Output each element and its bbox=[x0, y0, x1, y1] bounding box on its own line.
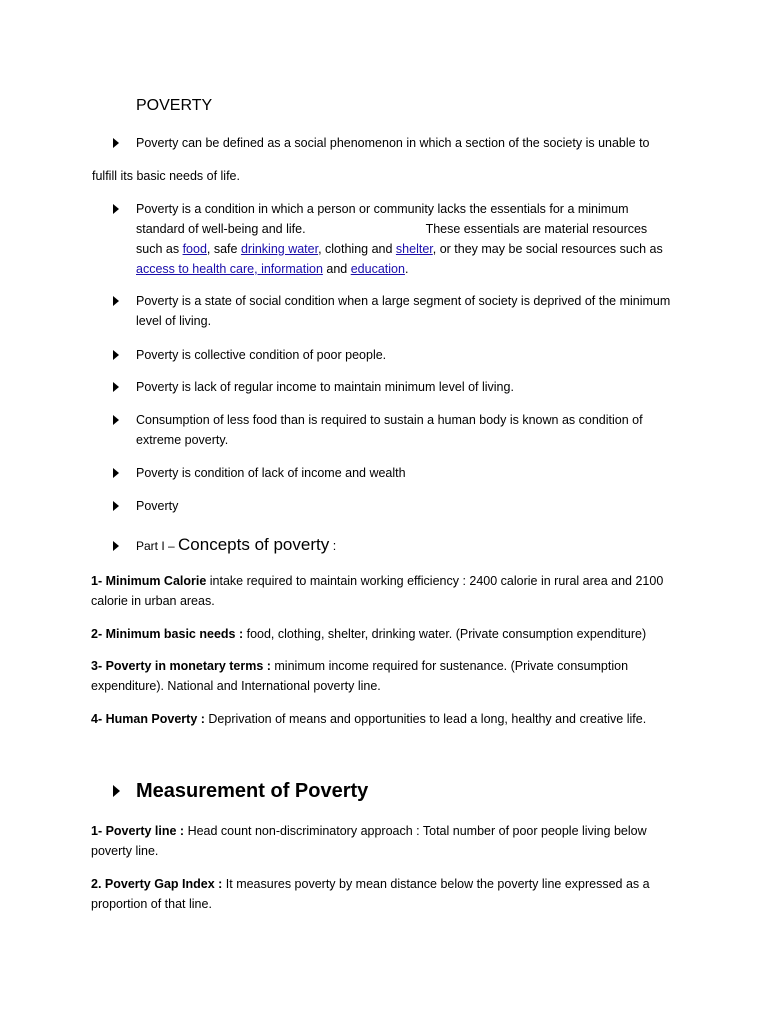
bullet-arrow-icon bbox=[113, 415, 119, 425]
measure-text: Head count non-discriminatory approach : Total number of poor people living below poverty line. bbox=[91, 824, 647, 858]
list-item-text: Poverty is a state of social condition when a large segment of society is deprived of the minimum level of living. bbox=[136, 294, 671, 328]
list-item-continuation: fulfill its basic needs of life. bbox=[92, 169, 240, 183]
list-item-text: Poverty is a condition in which a person or community lacks the essentials for a minimum standard of well-being and life. These essentials are material resources such as food, safe drinking water, clothing and shelter, or they may be social resources such as access to health care, information and education. bbox=[136, 202, 663, 276]
link-shelter[interactable]: shelter bbox=[395, 242, 433, 256]
concept-item bbox=[91, 624, 681, 644]
link-education[interactable]: education bbox=[350, 262, 405, 276]
concept-text: minimum income required for sustenance. (Private consumption expenditure). National and International poverty line. bbox=[91, 659, 629, 693]
bullet-arrow-icon bbox=[113, 541, 119, 551]
measure-label: 2. Poverty Gap Index : bbox=[91, 877, 223, 891]
part-prefix: Part I – bbox=[136, 539, 179, 553]
measure-label: 1- Poverty line : bbox=[91, 824, 185, 838]
part-suffix: : bbox=[329, 539, 337, 553]
concept-label: 4- Human Poverty : bbox=[91, 712, 205, 726]
list-item-text: Poverty is collective condition of poor people. bbox=[136, 348, 387, 362]
concept-item bbox=[91, 656, 681, 696]
concept-text: intake required to maintain working efficiency : 2400 calorie in rural area and 2100 calorie in urban areas. bbox=[91, 574, 664, 608]
concept-text: food, clothing, shelter, drinking water. (Private consumption expenditure) bbox=[243, 627, 647, 641]
concept-label: 2- Minimum basic needs : bbox=[91, 627, 244, 641]
list-item-text: Poverty can be defined as a social phenomenon in which a section of the society is unable to bbox=[136, 136, 650, 150]
measurement-heading-text: Measurement of Poverty bbox=[136, 780, 369, 802]
concept-label: 3- Poverty in monetary terms : bbox=[91, 659, 271, 673]
concepts-heading: Concepts of poverty bbox=[178, 535, 330, 554]
bullet-arrow-icon bbox=[113, 382, 119, 392]
measure-item bbox=[91, 821, 681, 861]
bullet-arrow-icon bbox=[113, 204, 119, 214]
list-item-text: Poverty is condition of lack of income and wealth bbox=[136, 466, 406, 480]
link-drinking-water[interactable]: drinking water bbox=[240, 242, 319, 256]
page-title: POVERTY bbox=[136, 97, 213, 114]
concept-item bbox=[91, 571, 681, 611]
bullet-arrow-icon bbox=[113, 350, 119, 360]
bullet-arrow-icon bbox=[113, 785, 120, 797]
bullet-arrow-icon bbox=[113, 501, 119, 511]
list-item-text: Poverty bbox=[136, 499, 179, 513]
list-item-text: Consumption of less food than is required to sustain a human body is known as condition of extreme poverty. bbox=[136, 413, 643, 447]
bullet-arrow-icon bbox=[113, 468, 119, 478]
link-food[interactable]: food bbox=[182, 242, 207, 256]
bullet-arrow-icon bbox=[113, 138, 119, 148]
measure-item bbox=[91, 874, 681, 914]
bullet-arrow-icon bbox=[113, 296, 119, 306]
concept-label: 1- Minimum Calorie bbox=[91, 574, 210, 588]
measure-text: It measures poverty by mean distance below the poverty line expressed as a proportion of that line. bbox=[91, 877, 650, 911]
concept-item bbox=[91, 709, 681, 729]
list-item-text: Poverty is lack of regular income to maintain minimum level of living. bbox=[136, 380, 514, 394]
link-health-care-information[interactable]: access to health care, information bbox=[136, 262, 323, 276]
concept-text: Deprivation of means and opportunities to lead a long, healthy and creative life. bbox=[204, 712, 647, 726]
